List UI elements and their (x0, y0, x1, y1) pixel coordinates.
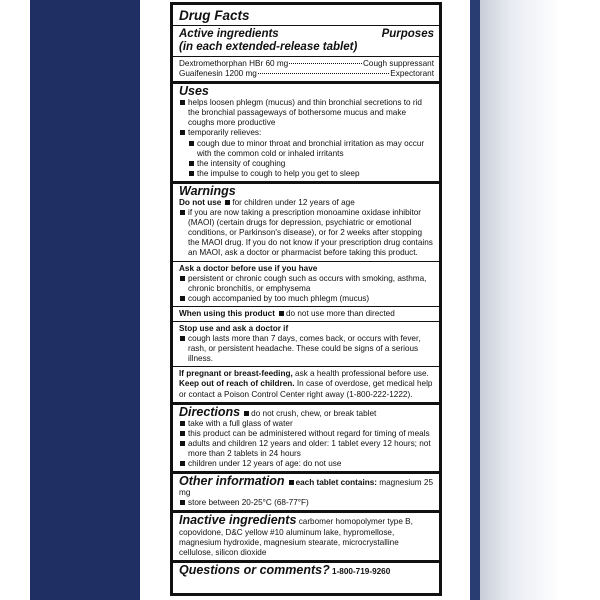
divider (173, 25, 439, 26)
bullet-icon (244, 411, 249, 416)
divider (173, 321, 439, 322)
stop-use-heading: Stop use and ask a doctor if (179, 323, 289, 333)
active-ingredients-subheading: (in each extended-release tablet) (179, 41, 358, 53)
divider (173, 56, 439, 57)
uses-heading: Uses (179, 84, 209, 99)
directions-item: this product can be administered without regard for timing of meals (179, 429, 434, 439)
drug-facts-title: Drug Facts (179, 8, 250, 23)
active-ingredients-heading: Active ingredients (179, 28, 279, 40)
stop-use-item: cough lasts more than 7 days, comes back, or occurs with fever, rash, or persistent headache. These could be signs of a serious illness. (179, 334, 434, 364)
questions-heading: Questions or comments? (179, 562, 330, 577)
directions-header-line (179, 406, 434, 419)
keep-out-line (179, 379, 434, 399)
do-not-use-item: for children under 12 years of age (232, 197, 355, 207)
ingredient-purpose: Expectorant (390, 69, 434, 79)
package-left-edge (0, 0, 30, 600)
inactive-ingredients-heading: Inactive ingredients (179, 513, 297, 528)
when-using-line (179, 309, 434, 319)
pregnant-text: ask a health professional before use. (295, 369, 429, 379)
keep-out-text: In case of overdose, get medical help or contact a Poison Control Center right away (1-800-222-1222). (179, 379, 433, 399)
uses-item: temporarily relieves: (179, 128, 434, 138)
uses-item: helps loosen phlegm (mucus) and thin bronchial secretions to rid the bronchial passageways of bothersome mucus and make coughs more productive (179, 98, 434, 128)
warnings-heading: Warnings (179, 183, 236, 198)
directions-item: adults and children 12 years and older: 1 tablet every 12 hours; not more than 2 tablets in 24 hours (179, 439, 434, 459)
when-using-label: When using this product (179, 308, 275, 318)
drug-facts-panel (170, 2, 442, 596)
questions-phone: 1-800-719-9260 (332, 566, 391, 576)
dot-leader (258, 73, 389, 74)
other-info-first-text: magnesium 25 mg (179, 478, 433, 498)
do-not-use-line (179, 198, 434, 208)
inactive-ingredients-text: carbomer homopolymer type B, copovidone, D&C yellow #10 aluminum lake, hypromellose, magnesium hydroxide, magnesium stearate, microcrystalline cellulose, silicon dioxide (179, 517, 413, 557)
bullet-icon (225, 200, 230, 205)
directions-item: take with a full glass of water (179, 419, 434, 429)
active-ingredients-header (179, 28, 434, 41)
divider (173, 306, 439, 307)
dot-leader (289, 63, 362, 64)
directions-item: children under 12 years of age: do not use (179, 459, 434, 469)
ask-doctor-item: persistent or chronic cough such as occurs with smoking, asthma, chronic bronchitis, or emphysema (179, 274, 434, 294)
bullet-icon (289, 480, 294, 485)
divider (173, 261, 439, 262)
uses-subitem: the impulse to cough to help you get to sleep (188, 169, 434, 179)
other-info-first-label: each tablet contains: (295, 478, 378, 488)
ask-doctor-heading: Ask a doctor before use if you have (179, 263, 318, 273)
ingredient-purpose: Cough suppressant (362, 59, 434, 68)
other-info-item: store between 20-25°C (68-77°F) (179, 498, 434, 508)
other-info-heading: Other information (179, 474, 285, 489)
uses-subitem: cough due to minor throat and bronchial irritation as may occur with the common cold or inhaled irritants (188, 139, 434, 159)
ingredient-row (179, 59, 434, 69)
divider (173, 366, 439, 367)
other-info-header-line (179, 475, 434, 498)
package-right-background (470, 0, 600, 600)
pregnant-line (179, 369, 434, 379)
do-not-use-item: if you are now taking a prescription monoamine oxidase inhibitor (MAOI) (certain drugs for depression, psychiatric or emotional conditions, or Parkinson's disease), or for 2 weeks after stopping the MAOI drug. If you do not know if your prescription drug contains an MAOI, ask a doctor or pharmacist before taking this product. (179, 208, 434, 258)
uses-subitem: the intensity of coughing (188, 159, 434, 169)
ask-doctor-item: cough accompanied by too much phlegm (mucus) (179, 294, 434, 304)
purposes-heading: Purposes (381, 28, 434, 40)
keep-out-label: Keep out of reach of children. (179, 379, 295, 389)
do-not-use-label: Do not use (179, 197, 222, 207)
questions-line (179, 564, 434, 577)
divider-thick (173, 81, 439, 84)
directions-heading: Directions (179, 404, 241, 419)
directions-first-item: do not crush, chew, or break tablet (251, 408, 377, 418)
pregnant-label: If pregnant or breast-feeding, (179, 369, 293, 379)
when-using-item: do not use more than directed (285, 308, 395, 318)
bullet-icon (279, 311, 284, 316)
ingredient-name: Dextromethorphan HBr 60 mg (179, 59, 289, 68)
inactive-ingredients-block (179, 514, 434, 557)
ingredient-row (179, 69, 434, 79)
ingredient-name: Guaifenesin 1200 mg (179, 69, 257, 79)
